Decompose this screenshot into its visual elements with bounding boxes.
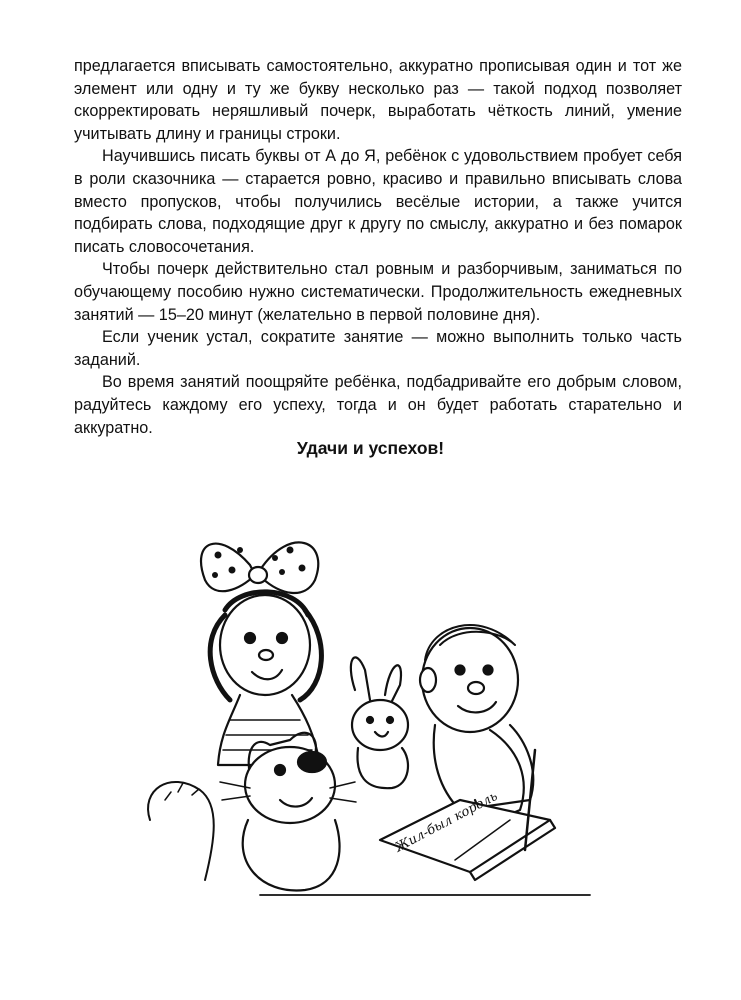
body-text (74, 55, 682, 439)
paragraph-tired: Если ученик устал, сократите занятие — можно выполнить только часть заданий. (74, 328, 682, 369)
girl-figure (210, 592, 321, 765)
bunny-toy (351, 657, 408, 788)
paragraph-encourage: Во время занятий поощряйте ребёнка, подбадривайте его добрым словом, радуйтесь каждому его успеху, тогда и он будет работать старательно и аккуратно. (74, 373, 682, 437)
paragraph-schedule: Чтобы почерк действительно стал ровным и разборчивым, заниматься по обучающему пособию нужно систематически. Продолжительность ежедневных занятий — 15–20 минут (желательно в первой половине дня). (74, 260, 682, 324)
notebook-text: Жил-был король (392, 788, 501, 856)
closing-wish: Удачи и успехов! (296, 438, 445, 458)
cat-toy (220, 733, 356, 891)
children-illustration (130, 520, 600, 900)
bow-icon (201, 542, 318, 593)
boy-figure (420, 625, 533, 815)
paragraph-learning: Научившись писать буквы от А до Я, ребёнок с удовольствием пробует себя в роли сказочника — старается ровно, красиво и правильно вписывать слова вместо пропусков, чтобы получились весёлые истории, а также учится подбирать слова, подходящие друг к другу по смыслу, аккуратно и без помарок писать словосочетания. (74, 147, 682, 256)
paragraph-continuation: предлагается вписывать самостоятельно, аккуратно прописывая один и тот же элемент или одну и ту же букву несколько раз — такой подход позволяет скорректировать неряшливый почерк, выработать чёткость линий, умение учитывать длину и границы строки. (74, 57, 682, 143)
